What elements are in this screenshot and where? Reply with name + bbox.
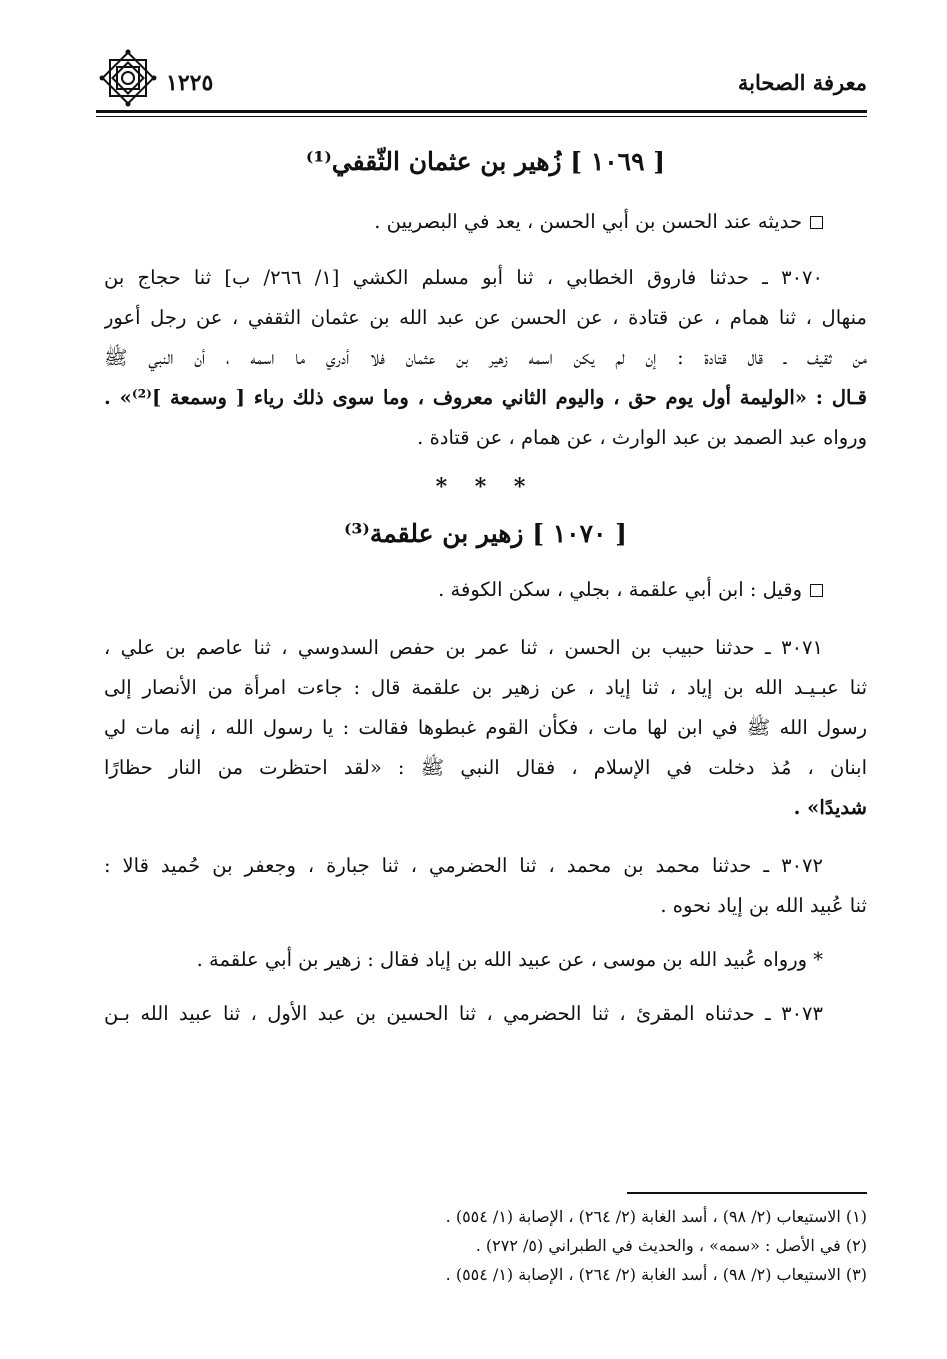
hadith-line: شديدًا» . (793, 796, 867, 819)
header-rule (96, 110, 867, 117)
footnote-rule (627, 1192, 867, 1194)
hadith-line: من ثقيف ـ قال قتادة : إن لم يكن اسمه زهير بن عثمان فلا أدري ما اسمه ، أن النبي ﷺ (104, 346, 867, 369)
entry-intro (104, 202, 867, 242)
hadith-line: ٣٠٧١ ـ حدثنا حبيب بن الحسن ، ثنا عمر بن حفص السدوسي ، ثنا عاصم بن علي ، (104, 636, 823, 659)
footnote: (٢) في الأصل : «سمه» ، والحديث في الطبراني (٥/ ٢٧٢) . (475, 1236, 867, 1255)
hadith-line: منهال ، ثنا همام ، عن قتادة ، عن الحسن عن عبد الله بن عثمان الثقفي ، عن رجل أعور (104, 306, 867, 329)
footnote: (٣) الاستيعاب (٢/ ٩٨) ، أسد الغابة (٢/ ٢٦٤) ، الإصابة (١/ ٥٥٤) . (445, 1265, 867, 1284)
entry-intro (104, 570, 867, 610)
running-title: معرفة الصحابة (737, 70, 867, 95)
hadith-line: ٣٠٧٠ ـ حدثنا فاروق الخطابي ، ثنا أبو مسلم الكشي [١/ ٢٦٦/ ب] ثنا حجاج بن (104, 266, 824, 289)
hadith-line: ٣٠٧٢ ـ حدثنا محمد بن محمد ، ثنا الحضرمي ، ثنا جبارة ، وجعفر بن حُميد قالا : (104, 854, 823, 877)
intro-text: حديثه عند الحسن بن أبي الحسن ، يعد في البصريين . (374, 210, 802, 233)
section-separator: * * * (435, 474, 536, 500)
intro-text: وقيل : ابن أبي علقمة ، بجلي ، سكن الكوفة . (438, 578, 802, 601)
entry-heading: [ ١٠٦٩ ] زُهير بن عثمان الثّقفي⁽¹⁾ (305, 147, 666, 176)
hadith-line: قـال : «الوليمة أول يوم حق ، واليوم الثاني معروف ، وما سوى ذلك رياء [ وسمعة ]⁽²⁾» . (104, 386, 867, 409)
hadith-line: ٣٠٧٣ ـ حدثناه المقرئ ، ثنا الحضرمي ، ثنا الحسين بن عبد الأول ، ثنا عبيد الله بـن (104, 1002, 823, 1025)
hadith-line: ابنان ، مُذ دخلت في الإسلام ، فقال النبي ﷺ : «لقد احتظرت من النار حظارًا (104, 756, 867, 779)
hadith-line: ثنا عبـيـد الله بن إياد ، ثنا إياد ، عن زهير بن علقمة قال : جاءت امرأة من الأنصار إلى (104, 676, 867, 699)
footnote: (١) الاستيعاب (٢/ ٩٨) ، أسد الغابة (٢/ ٢٦٤) ، الإصابة (١/ ٥٥٤) . (445, 1207, 867, 1226)
hadith-line: ثنا عُبيد الله بن إياد نحوه . (660, 894, 867, 917)
square-marker-icon (810, 584, 823, 597)
square-marker-icon (810, 216, 823, 229)
hadith-line: ورواه عبد الصمد بن عبد الوارث ، عن همام ، عن قتادة . (417, 426, 867, 449)
footnotes (104, 1202, 867, 1289)
page-number: ١٢٢٥ (166, 70, 214, 96)
hadith-line: رسول الله ﷺ في ابن لها مات ، فكأن القوم غبطوها فقالت : يا رسول الله ، إنه مات لي (104, 716, 867, 739)
main-text (104, 140, 867, 1034)
star-ornament-icon (96, 46, 160, 110)
hadith-line: * ورواه عُبيد الله بن موسى ، عن عبيد الله بن إياد فقال : زهير بن أبي علقمة . (196, 948, 823, 971)
page-header (96, 64, 867, 112)
entry-heading: [ ١٠٧٠ ] زهير بن علقمة⁽³⁾ (343, 519, 628, 548)
